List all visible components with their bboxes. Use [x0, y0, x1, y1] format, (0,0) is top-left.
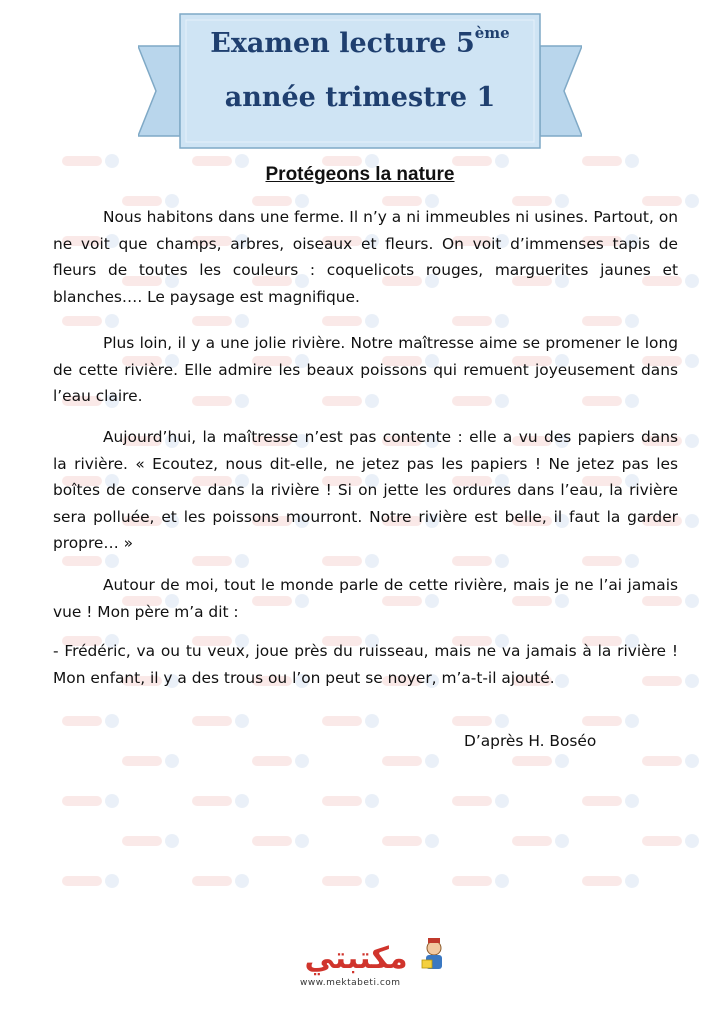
watermark-logo	[60, 790, 122, 812]
paragraph-3: Aujourd’hui, la maîtresse n’est pas contente : elle a vu des papiers dans la rivière. « Ecoutez, nous dit-elle, ne jetez pas les papiers ! Ne jetez pas les boîtes de conserve dans la rivière ! Si on jette les ordures dans l’eau, la rivière sera polluée, et les poissons mourront. Notre rivière est belle, il faut la garder propre… »	[53, 428, 678, 552]
website-url: www.mektabeti.com	[300, 978, 401, 988]
watermark-logo	[250, 750, 312, 772]
watermark-logo	[60, 870, 122, 892]
watermark-logo	[120, 750, 182, 772]
watermark-logo	[60, 310, 122, 332]
exam-title-line-1: Examen lecture 5ème	[210, 24, 510, 59]
watermark-logo	[450, 790, 512, 812]
paragraph-2: Plus loin, il y a une jolie rivière. Notre maîtresse aime se promener le long de cette rivière. Elle admire les beaux poissons qui remuent joyeusement dans l’eau claire.	[53, 334, 678, 405]
paragraph-1: Nous habitons dans une ferme. Il n’y a ni immeubles ni usines. Partout, on ne voit que champs, arbres, oiseaux et fleurs. On voit d’immenses tapis de fleurs de toutes les couleurs : coquelicots rouges, marguerites jaunes et blanches…. Le paysage est magnifique.	[53, 208, 678, 306]
svg-text:مكتبتي: مكتبتي	[304, 941, 408, 976]
watermark-logo	[190, 790, 252, 812]
watermark-logo	[510, 830, 572, 852]
watermark-logo	[190, 310, 252, 332]
watermark-logo	[510, 750, 572, 772]
watermark-logo	[580, 870, 642, 892]
watermark-logo	[320, 310, 382, 332]
watermark-logo	[60, 710, 122, 732]
watermark-logo	[450, 870, 512, 892]
watermark-logo	[320, 710, 382, 732]
watermark-logo	[190, 870, 252, 892]
watermark-logo	[320, 790, 382, 812]
author-credit: D’après H. Boséo	[464, 732, 597, 750]
watermark-logo	[120, 830, 182, 852]
watermark-logo	[450, 710, 512, 732]
watermark-logo	[450, 310, 512, 332]
superscript-eme: ème	[474, 24, 510, 42]
watermark-logo	[580, 710, 642, 732]
watermark-logo	[320, 870, 382, 892]
watermark-logo	[380, 750, 442, 772]
paragraph-4: Autour de moi, tout le monde parle de cette rivière, mais je ne l’ai jamais vue ! Mon père m’a dit :	[53, 576, 678, 621]
watermark-logo	[380, 830, 442, 852]
watermark-logo	[640, 750, 702, 772]
watermark-logo	[190, 710, 252, 732]
watermark-logo	[580, 310, 642, 332]
text-title: Protégeons la nature	[265, 164, 455, 185]
watermark-logo	[250, 830, 312, 852]
paragraph-5: - Frédéric, va ou tu veux, joue près du ruisseau, mais ne va jamais à la rivière ! Mon enfant, il y a des trous ou l’on peut se noyer, m’a-t-il ajouté.	[53, 642, 678, 687]
watermark-logo	[640, 830, 702, 852]
exam-title-line-2: année trimestre 1	[224, 82, 496, 113]
watermark-logo	[580, 790, 642, 812]
